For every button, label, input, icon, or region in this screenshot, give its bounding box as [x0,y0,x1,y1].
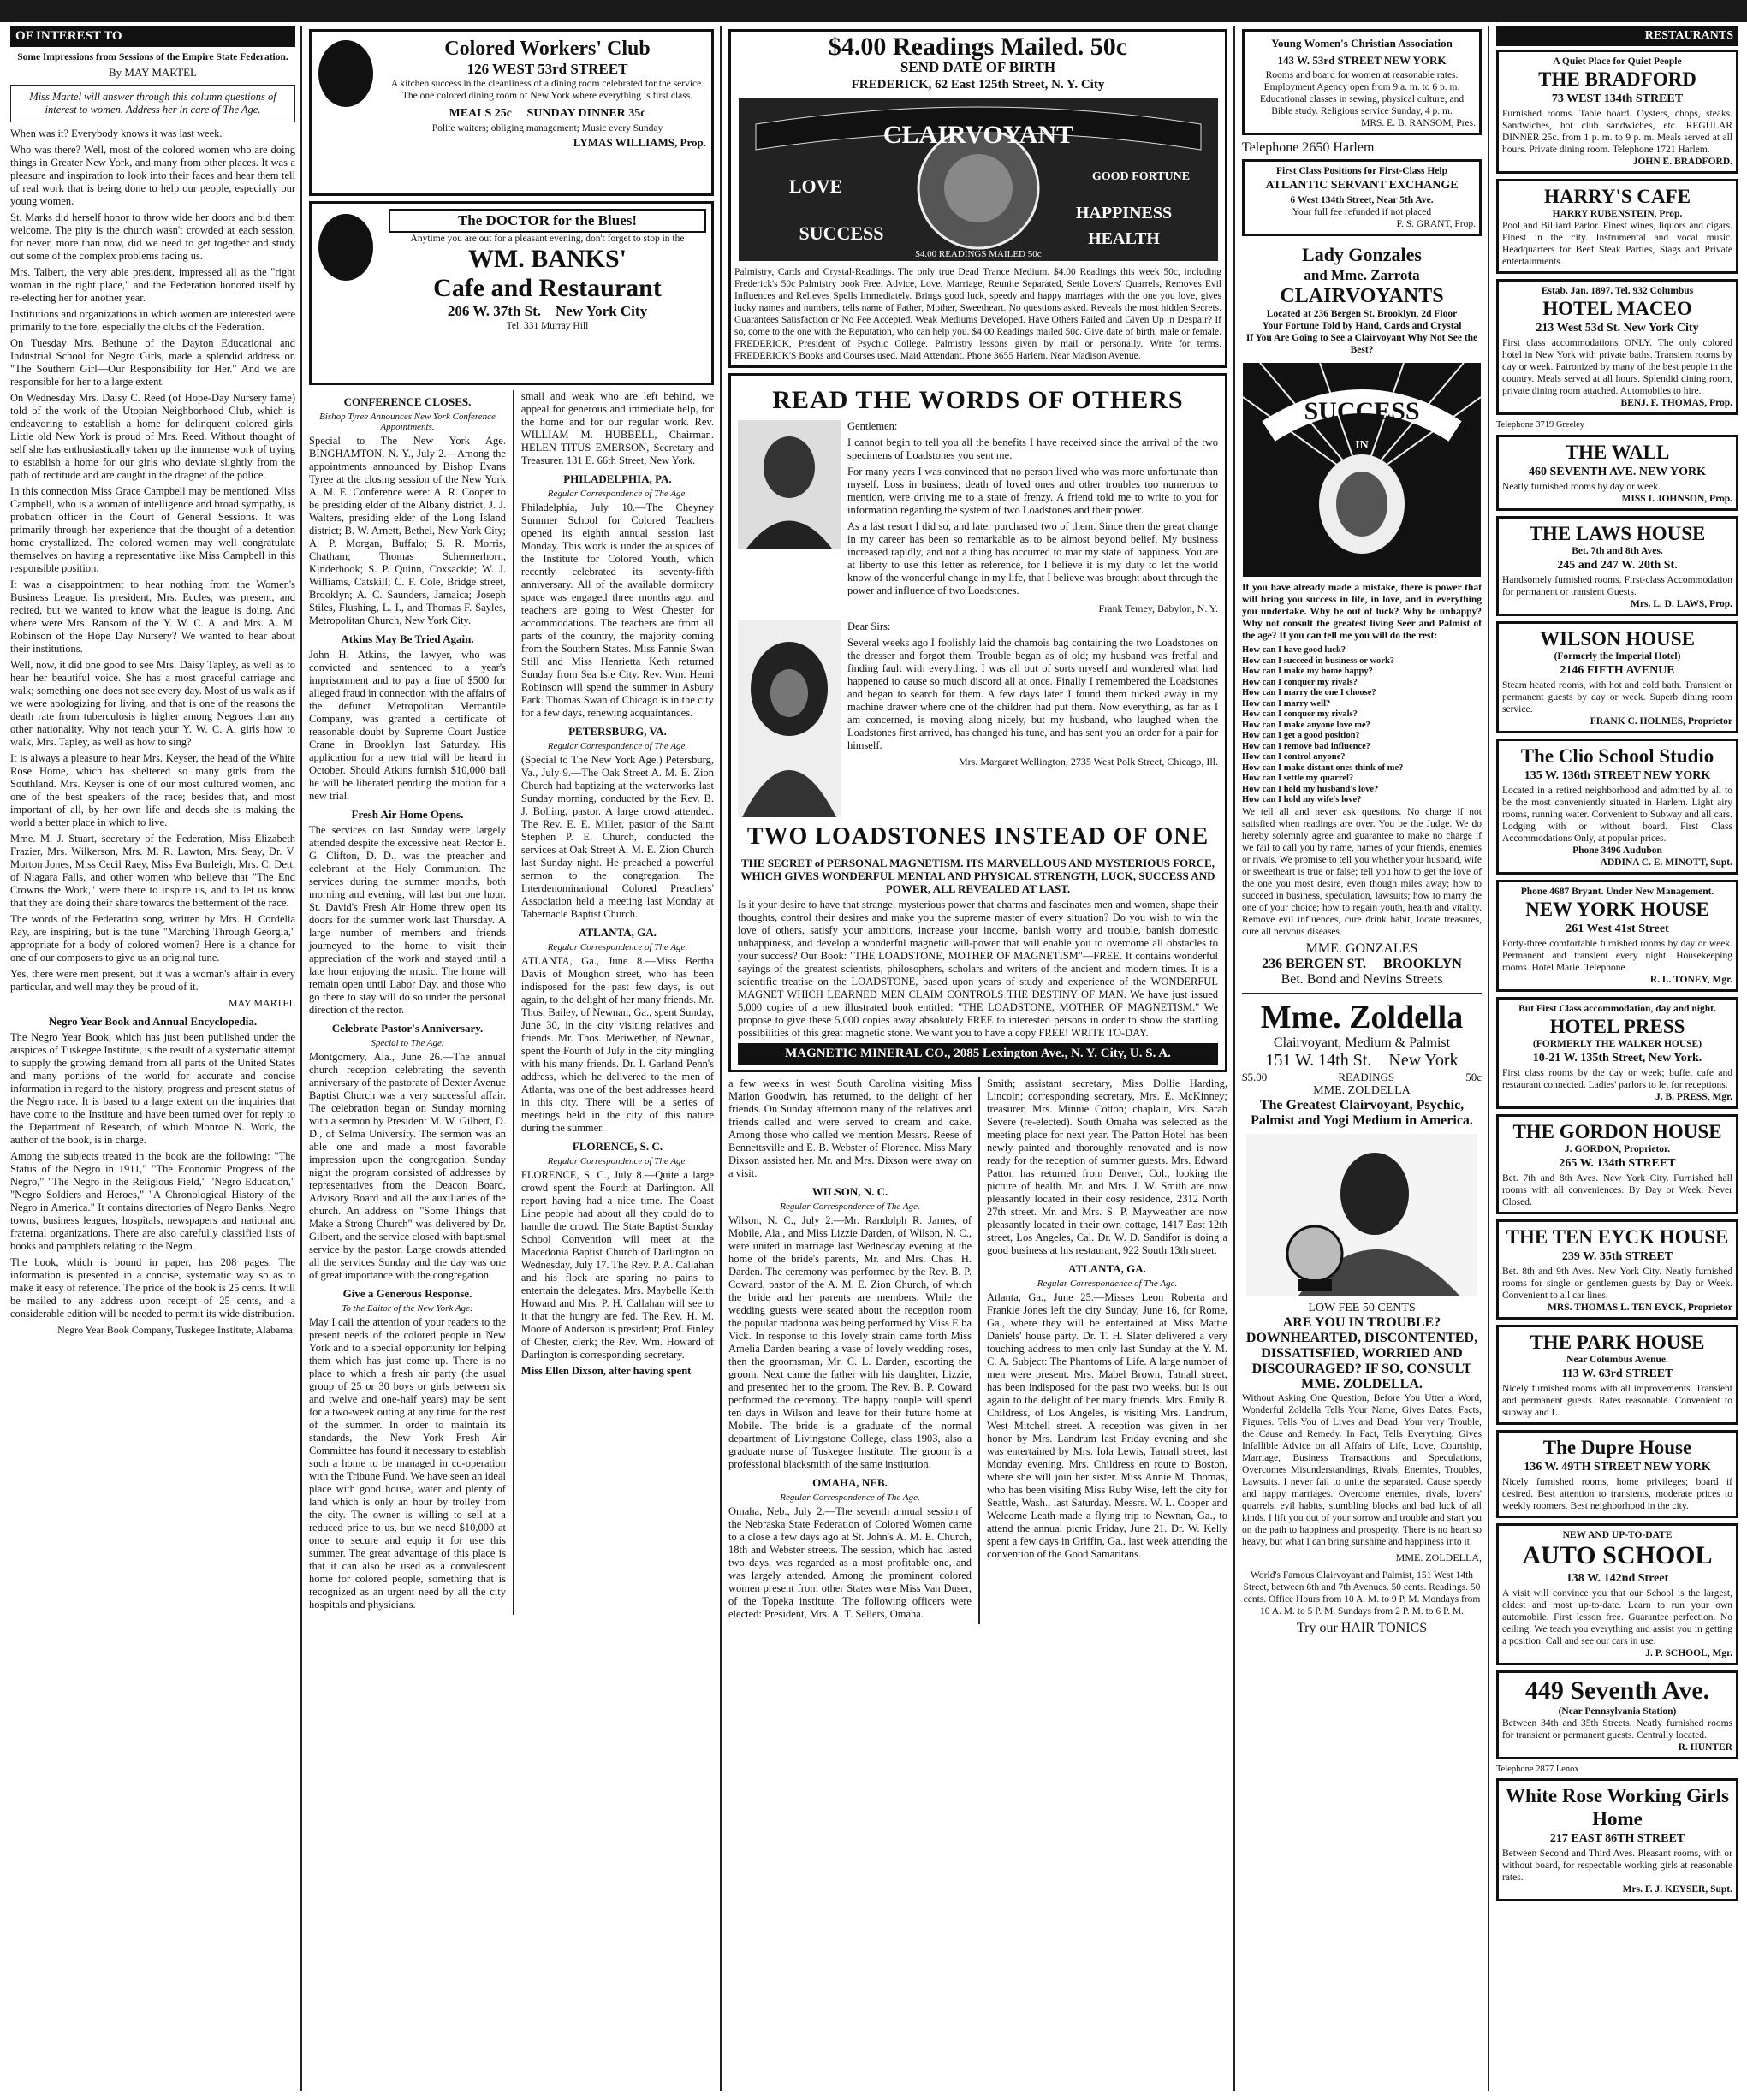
ad-loadstones [728,373,1227,1072]
ad-readings [728,29,1227,368]
question-item: How can I control anyone? [1242,752,1346,762]
ad-sub: (FORMERLY THE WALKER HOUSE) [1532,1038,1702,1049]
ad-name: THE TEN EYCK HOUSE [1506,1225,1729,1248]
ad-gordon [1496,1114,1738,1214]
read-headline: READ THE WORDS OF OTHERS [772,386,1184,414]
article-paragraph: The words of the Federation song, written by Mrs. H. Cordelia Ray, are inspiring, but is the tune "Marching Through Georgia," appropriate for a body of colored women? Here is a chance for one of our composers to give us an original tune. [10,913,295,964]
ad-body: Pool and Billiard Parlor. Finest wines, liquors and cigars. Finest in the city. Instrumental and vocal music. Headquarters for Beef Steak Parties, Stags and Private entertainments. [1502,221,1732,267]
question-list [1242,645,1482,806]
article-subhead: Regular Correspondence of The Age. [547,942,688,952]
article-headline: ATLANTA, GA. [579,926,657,939]
article-text: a few weeks in west South Carolina visiting Miss Marion Goodwin, has returned, to the delight of her friends. On Sunday afternoon many of the relatives and friends called and were served to cream and cake. Among those who called we mention Messrs. Reese of Bennettsville and E. B. Webster of Florence. Miss Mary Dixson assisted her. Mr. and Mrs. Dixson were away on a visit. [728,1077,972,1179]
mme-gonzales-block [1242,941,1482,988]
column-rule [300,26,302,2091]
price-label: READINGS [1338,1070,1395,1083]
ad-city: New York City [556,303,648,319]
letter-paragraph: For many years I was convinced that no person lived who was more unfortunate than myself. Loss in business; death of loved ones and other troubles too numerous to mention, were driving me to a state of frenzy. A friend told me to write to you for information regarding the system of two Loadstones and their power. [847,466,1218,516]
ad-headline: $4.00 Readings Mailed. 50c [828,33,1128,61]
ad-body: First class rooms by the day or week; buffet cafe and restaurant connected. Ladies' parlors to let for receptions. [1502,1067,1732,1090]
zoldella-intro: If you have already made a mistake, there is power that will bring you success in life, in love, and in everything you undertake. Why be out of luck? Why be unhappy? Why not consult the greatest living Seer and Palmist of the age? If you can tell me you will do the rest: [1242,583,1482,641]
ad-trade: CLAIRVOYANTS [1280,285,1444,307]
ad-servant-exchange [1242,159,1482,236]
column-news [304,26,719,2091]
portrait-woman [738,620,841,817]
ad-name: HOTEL MACEO [1542,298,1692,319]
ad-name1: WM. BANKS' [467,245,627,273]
ad-banks-cafe [309,201,714,385]
news-last-line: Miss Ellen Dixson, after having spent [520,1365,692,1377]
ad-whiterose [1496,1778,1738,1901]
article-paragraph: It is always a pleasure to hear Mrs. Keyser, the head of the White Rose Home, which has sheltered so many girls from the Southland. Mrs. Keyser is one of our most cultured women, and one of the best speakers of the race; besides that, and most important of all, by her own life and deeds she is making the world a better place in which to live. [10,752,295,828]
column-clairvoyants [1237,26,1487,2091]
article-subhead: Regular Correspondence of The Age. [547,1156,688,1166]
ad-name2: and Mme. Zarrota [1304,267,1420,283]
article-headline: Fresh Air Home Opens. [351,808,464,821]
ad-body: A visit will convince you that our School is the largest, oldest and most up-to-date. Learn to run your own automobile. First lesson free. Guarantee perfection. No ceiling. We teach you everything and assist you in getting a position. Call and see our cars in use. [1502,1587,1732,1646]
ad-prop: Mrs. F. J. KEYSER, Supt. [1622,1884,1732,1895]
column-women-interest [5,26,300,2091]
ad-name: THE BRADFORD [1538,68,1696,90]
ad-harrys [1496,179,1738,274]
article-paragraph: On Tuesday Mrs. Bethune of the Dayton Educational and Industrial School for Negro Girls, made a splendid address on "The Southern Girl—Our Responsibility for Her." And we are responsible for her to a large extent. [10,337,295,388]
ad-clio [1496,739,1738,875]
question-item: How can I hold my husband's love? [1242,784,1379,794]
letter-paragraph: As a last resort I did so, and later purchased two of them. Since then the great change in my career has been so remarkable as to be almost beyond belief. My business increased rapidly, and not a thing has occurred to mar my state of happiness. You are at liberty to use this letter as reference, for I believe it is my duty to let the world know of the wonderful change in my life, that I believe was brought about through the power and influence of two Loadstones. [847,520,1218,596]
article-headline: Atkins May Be Tried Again. [341,632,474,645]
article-text: FLORENCE, S. C., July 8.—Quite a large crowd spent the Fourth at Darlington. All report having had a nice time. The Coast Line people had about all they could do to handle the crowd. The State Baptist Sunday School Convention will meet at the Macedonia Baptist Church of Darlington on Wednesday, July 17. The Rev. P. A. Callahan and his flock are sparing no pains to entertain the delegates. Mrs. Maybelle Keith Howard and Mrs. P. H. Callahan will see to it that the hungry are fed. The Rev. H. M. Moore of Anderson is president; Prof. Finley of Chester, clerk; the Rev. Wm. Howard of Darlington is corresponding secretary. [520,1169,714,1361]
hair-tonics: Try our HAIR TONICS [1296,1620,1428,1635]
ad-body: Palmistry, Cards and Crystal-Readings. The only true Dead Trance Medium. $4.00 Readings this week 50c, including Frederick's 50c Palmistry book Free. Advice, Love, Marriage, Reunite Separated, Settle Lovers' Quarrels, Removes Evil Influences and Relieves Spells Immediately. Brings good luck, speedy and happy marriages with the one you love, gives lucky names and numbers, tells name of Father, Mother, Sweetheart. No questions asked. Reveals the most hidden Secrets. Guarantees Satisfaction or No Fee Accepted. Weak Mediums Developed. Have Others Failed and Given Up in Despair? If so, come to the one with the Reputation, who can help you. $4.00 Readings mailed 50c. Give date of birth, male or female. FREDERICK, President of Psychic College. Palmistry lessons given by mail or personally. Write for terms. FREDERICK'S Books and Courses used. Maid Attendant. Phone 3655 Harlem. Near Madison Avenue. [734,267,1221,361]
ad-tagline: The DOCTOR for the Blues! [389,209,706,233]
ad-meals: MEALS 25c [449,107,512,120]
byline: By MAY MARTEL [109,66,197,79]
zoldella-name2: MME. ZOLDELLA [1313,1083,1411,1097]
article-paragraph: Mrs. Talbert, the very able president, impressed all as the "right woman in the right place," and the Federation honored itself by re-electing her for another year. [10,266,295,304]
mme-gonzales-sub: Bet. Bond and Nevins Streets [1281,971,1443,987]
column-intro: Some Impressions from Sessions of the Empire State Federation. [17,52,288,62]
price-high: $5.00 [1242,1070,1268,1083]
letter-two-opening: Dear Sirs: [847,620,891,632]
column-hotels [1491,26,1744,2091]
ad-body: Neatly furnished rooms by day or week. [1502,481,1661,492]
article-text: John H. Atkins, the lawyer, who was convicted and sentenced to a year's imprisonment and to pay a fine of $500 for alleged fraud in connection with the affairs of the defunct Metropolitan Mercantile Company, was granted a certificate of reasonable doubt by Supreme Court Justice Crane in Brooklyn last Saturday. His application for a new trial will be heard in October. Should Atkins furnish $10,000 bail he will be liberated pending the motion for a new trial. [309,649,506,802]
ad-park [1496,1325,1738,1425]
news-subcolumn-right [521,390,714,1361]
ad-newyork [1496,880,1738,992]
column-rule [1488,26,1489,2091]
zoldella-crystal-illustration [1246,1134,1477,1296]
ad-address: 2146 FIFTH AVENUE [1560,663,1675,677]
column-rule [720,26,722,2091]
letter-one-signature: Frank Temey, Babylon, N. Y. [1098,602,1218,614]
article-headline: Celebrate Pastor's Anniversary. [331,1022,484,1035]
word-health: HEALTH [1087,229,1160,248]
zoldella-guarantee: We tell all and never ask questions. No charge if not satisfied when readings are over. You be the Judge. We do hereby solemnly agree and guarantee to make no charge if we fail to call you by name, names of your friends, enemies or rivals. We promise to tell you whether your husband, wife or sweetheart is true or false; tell you how to get the love of the one you most desire, even though miles away; how to succeed in business, speculation, lawsuits; how to marry the one of your choice; how to regain youth, health and vitality. Remove evil influences, cure drink habit, locate treasures, cure all nervous diseases. [1242,806,1482,937]
article-text: Philadelphia, July 10.—The Cheyney Summer School for Colored Teachers opened its eighth annual session last Monday. This work is under the auspices of the Institute for Colored Youth, which recently celebrated its seventy-fifth anniversary. All of the available dormitory space was engaged three months ago, and teachers are going to West Chester for accommodations. The teachers are from all parts of the country, the majority coming from the Southern States. Miss Fannie Swan Still and Miss Henrietta Keth returned Sunday from Sea Isle City. Rev. Wm. Henri Robinson will spend the summer in Asbury Park. Thomas Swan of Chicago is in the city for a few days, renewing acquaintances. [520,501,714,719]
article-text: The services on last Sunday were largely attended despite the excessive heat. Rector E. G. Clifton, D. D., was the preacher and celebrant at the Holy Communion. The services during the summer months, both morning and evening, will last but one hour. St. David's Fresh Air Home threw open its doors for the summer work last Thursday. A large number of members and friends journeyed to the home to visit their appreciation of the work and stayed until a late hour enjoying the music. The home will remain open until Labor Day, and those who go there to stay will do so under the personal direction of the rector. [309,824,506,1016]
article-paragraph: Yes, there were men present, but it was a woman's affair in every particular, and well may they be proud of it. [10,968,295,993]
article-subhead: Regular Correspondence of The Age. [547,741,688,751]
ad-prop: FRANK C. HOLMES, Proprietor [1590,715,1732,727]
ad-ywca [1242,29,1482,135]
article-text: May I call the attention of your readers to the present needs of the colored people in New York and to a special opportunity for helping them which has just come up. There is no place to which a fresh air party (the usual group of 25 or 30 boys or girls between six and twelve and one-half years) may be sent for a two-week outing at any time for the rest of the summer. In order to maintain its standards, the New York Fresh Air Committee has found it necessary to establish such a home to be managed in co-operation with the Tribune Fund. We have seen an ideal place with good house, water and plenty of land which is only an hour by trolley from the city. The owner is willing to sell at a reduced price to us, but we need $10,000 at once to secure and equip it for use this summer. The great advantage of this place is that it can also be used as a convalescent home for colored people, something that is recognized as an urgent need by all the city hospitals and physicians. [309,1316,506,1611]
ad-name: ATLANTIC SERVANT EXCHANGE [1265,179,1459,192]
ad-prop: R. HUNTER [1678,1741,1732,1753]
article-text: Smith; assistant secretary, Miss Dollie Harding, Lincoln; corresponding secretary, Mrs. E. McKinney; treasurer, Mrs. Minnie Cotton; chaplain, Mrs. Sarah Severe (re-elected). South Omaha was selected as the meeting place for next year. The Patton Hotel has been newly painted and thoroughly renovated and is now ready for the reception of summer guests. Mrs. Edward Patton has returned from Denver, Col., looking the picture of health. Mr. and Mrs. J. W. Smith are now pleasantly located in their cosy residence, 2312 North 27th street. Mr. and Mrs. S. P. Mayweather are now pleasantly located in their own cottage, 1417 East 12th street, Los Angeles, Cal. Dr. W. D. Sandifor is doing a good business at his restaurant, 922 South 13th street. [986,1077,1227,1256]
article-subhead: Regular Correspondence of The Age. [780,1492,920,1503]
ad-laws [1496,516,1738,616]
question-item: How can I remove bad influence? [1242,741,1371,751]
question-item: How can I make anyone love me? [1242,720,1370,730]
zoldella-title: Mme. Zoldella [1260,999,1464,1035]
ad-tag1: Your Fortune Told by Hand, Cards and Crystal [1262,321,1462,331]
loadstones-footer: MAGNETIC MINERAL CO., 2085 Lexington Ave., N. Y. City, U. S. A. [738,1043,1218,1065]
ad-name: WILSON HOUSE [1540,627,1695,650]
column-rule [1233,26,1235,2091]
ad-name: HOTEL PRESS [1549,1015,1685,1037]
column-heading: OF INTEREST TO [10,26,295,47]
zoldella-sig: MME. ZOLDELLA, [1395,1551,1482,1563]
ad-send: SEND DATE OF BIRTH [900,59,1056,75]
ad-sub: (Formerly the Imperial Hotel) [1554,650,1681,661]
word-love: LOVE [788,175,842,197]
ad-body: Furnished rooms. Table board. Oysters, chops, steaks. Sandwiches, hot club sandwiches, etc. REGULAR DINNER 25c. from 1 p. m. to 9 p. m. Meals served at all hours. Private dining room. Telephone 1721 Harlem. [1502,109,1732,155]
portrait-man [738,420,841,549]
yearbook-signature: Negro Year Book Company, Tuskegee Institute, Alabama. [57,1324,295,1336]
question-item: How can I succeed in business or work? [1242,656,1395,666]
ad-address: 136 W. 49TH STREET NEW YORK [1524,1460,1711,1474]
question-item: How can I marry the one I choose? [1242,688,1376,697]
mme-gonzales-city: BROOKLYN [1383,956,1462,971]
article-text: Special to The New York Age. BINGHAMTON, N. Y., July 2.—Among the appointments announced by Bishop Evans Tyree at the closing session of the New York A. M. E. Conference were: A. R. Cooper to be presiding elder of the Albany district, J. J. Walters, presiding elder of the Long Island district; B. W. Arnett, Bethel, New York City; A. P. Morgan, Buffalo; S. R. Morris, Chatham; Thomas Schermerhorn, Kinderhook; S. P. Quinn, Coxsackie; W. J. Williams, Catskill; C. F. Cole, Bridge street, Brooklyn; A. C. Saunders, Jamaica; Joseph Stiles, Flushing, L. I., and Thomas F. Sayles, Metropolitan Church, New York City. [309,435,506,626]
ad-body: Bet. 7th and 8th Aves. New York City. Furnished hall rooms with all conveniences. By Day or Week. Never Closed. [1502,1172,1732,1207]
letter-two-body: Several weeks ago I foolishly laid the chamois bag containing the two Loadstones on the dresser and forgot them. Trouble began as of old; my husband was fretful and finding fault with everything. I was all out of sorts myself and wondered what had happened to cause so much discord all at once. Finally I remembered the Loadstones and began to search for them. A few days later I found them tucked away in my machine drawer where one of the children had put them. Now everything, as far as I am concerned, is moving along nicely, but my husband, who laughed when the Loadstones first arrived, has changed his tune, and has sent you an order for a pair for himself. [847,637,1218,751]
success-sub: IN [1355,439,1369,452]
article-headline: Give a Generous Response. [342,1287,472,1300]
letter-two-signature: Mrs. Margaret Wellington, 2735 West Polk Street, Chicago, Ill. [958,756,1218,768]
question-item: How can I make my home happy? [1242,667,1373,676]
yearbook-paragraph: Among the subjects treated in the book are the following: "The Status of the Negro in 1911," "The Economic Progress of the Negro," "The Negro in the Religious Field," "Negro Education," "Negro Soldiers and Heroes," "A Chronological History of the Negro in America." It contains directories of Negro Banks, Negro towns, business leagues, hospitals, newspapers and national and fraternal organizations. There are also carefully classified lists of books and pamphlets relating to the Negro. [10,1150,295,1252]
article-headline: OMAHA, NEB. [812,1476,888,1489]
ad-tel: Telephone 3719 Greeley [1496,420,1585,430]
article-subhead: Regular Correspondence of The Age. [1037,1278,1178,1289]
page-top-edge [0,0,1747,22]
article-paragraph: Mme. M. J. Stuart, secretary of the Federation, Miss Elizabeth Frazier, Mrs. Wilkerson, Mrs. M. R. Lawton, Mrs. Seay, Dr. V. Morton Jones, Miss Cecil Raey, Miss Eva Burleigh, Mrs. C. Dett, of Niagara Falls, and other women who believe that "The End Crowns the Work," were there to inspire us, and to let us know that they are doing their share towards the betterment of the race. [10,833,295,909]
question-item: How can I get a good position? [1242,731,1360,740]
article-text: Atlanta, Ga., June 25.—Misses Leon Roberta and Frankie Jones left the city Sunday, June 16, for Rome, Ga., where they will be entertained at Miss Mattie Daniels' house party. Dr. T. H. Slater delivered a very touching address to men only last Sunday at the Y. M. C. A. Subject: The Phantoms of Life. A large number of men were present. Mrs. Mabel Brown, Tatnall street, has been indisposed for the past two weeks, but is out again to the delight of her many friends. Mrs. Emily B. Childress, of Los Angeles, is visiting Mrs. Landrum, West Mitchell street. A reception was given in her honor by Mrs. Landrum last Friday evening and she was entertained by Mrs. Iola Lewis, Tatnall street, last Monday evening. Mrs. Childress en route to Boston, where she will join her sister. Miss Annie M. Thomas, who has been visiting Miss Ruby Wise, left the city for Seattle, Wash., last Saturday. Messrs. W. L. Cooper and Welcome Leath made a flying trip to Newnan, Ga., to attend the annual picnic Friday, June 21. Dr. W. Kelly spent a few days in Griffin, Ga., last week attending the convention of the Good Samaritans. [986,1291,1227,1560]
article-text: (Special to The New York Age.) Petersburg, Va., July 9.—The Oak Street A. M. E. Zion Church had baptizing at the waterworks last Sunday morning, conducted by the Rev. B. J. Bolling, pastor. A large crowd attended. The Rev. E. E. Miller, pastor of the Saint Stephen P. E. Church, conducted the services at Oak Street A. M. E. Zion Church last Sunday night. He preached a powerful sermon to the congregation. The Interdenominational Colored Preachers' Association held a meeting last Monday at Tabernacle Baptist Church. [520,754,714,920]
article-subhead: Bishop Tyree Announces New York Conference Appointments. [319,412,496,432]
article-subhead: Regular Correspondence of The Age. [547,489,688,499]
question-item: How can I conquer my rivals? [1242,709,1358,719]
article-headline: FLORENCE, S. C. [572,1140,663,1153]
ad-address: 143 W. 53rd STREET NEW YORK [1277,54,1447,67]
ad-body: Nicely furnished rooms, home privileges; board if desired. Best attention to transients, moderate prices to weekly roomers. Best neighborhood in the city. [1502,1476,1732,1511]
ad-address: 245 and 247 W. 20th St. [1557,558,1678,572]
article-text: Omaha, Neb., July 2.—The seventh annual session of the Nebraska State Federation of Colored Women came to a close a few days ago at St. John's A. M. E. Church, 18th and Webster streets. The session, which had lasted two days, was regarded as a most profitable one, and was largely attended. Among the prominent colored women present from other States were Miss Van Duser, of the Topeka institute. The following officers were elected: President, Mrs. A. T. Sellers, Omaha. [728,1505,972,1620]
subcolumn-rule [978,1077,980,1624]
ad-top: Estab. Jan. 1897. Tel. 932 Columbus [1541,286,1694,296]
article-paragraph: When was it? Everybody knows it was last week. [10,128,223,139]
ad-maceo [1496,279,1738,415]
mme-gonzales-name: MME. GONZALES [1305,940,1418,956]
ad-address: 239 W. 35th STREET [1561,1249,1673,1263]
ad-wall [1496,435,1738,511]
news-subcolumn-left [309,390,506,1615]
article-paragraph: In this connection Miss Grace Campbell may be mentioned. Miss Campbell, who is a woman of intelligence and broad sympathy, is probation officer in the Court of General Sessions. It was primarily through her experience that the thought of a detention home crystallized. The colored women may well congratulate themselves on having a representative like Miss Campbell in this responsible position. [10,485,295,574]
ad-portrait [318,40,373,107]
zoldella-question: ARE YOU IN TROUBLE? DOWNHEARTED, DISCONTENTED, DISSATISFIED, WORRIED AND DISCOURAGED? IF SO, CONSULT MME. ZOLDELLA. [1245,1314,1478,1391]
article-text: Wilson, N. C., July 2.—Mr. Randolph R. James, of Mobile, Ala., and Miss Lizzie Darden, of Wilson, N. C., were united in marriage last Wednesday evening at the home of the bride's parents, Mr. and Mrs. Chas. H. Darden. The ceremony was performed by the Rev. B. P. Coward, pastor of the A. M. E. Zion Church, of which the bride and her parents are members. While the wedding guests were seated about the reception room the popular madonna was being performed by Miss Elba Vick. In response to this lovely strain came forth Miss Amelia Darden bearing a vase of lovely wedding roses, then the groomsman, Mr. C. L. Darden, escorting the groom. Next came the father with his daughter, Lizzie, and presented her to the groom. The Rev. B. P. Coward performed the ceremony. The happy couple will spend ten days in Wilson and leave for their future home at Mobile. The bride is a graduate of the normal department of Livingstone College, class 1903, also a graduate nurse of Tuskegee Institute. The groom is a professional blacksmith of the same institution. [728,1214,972,1470]
ad-dinner: SUNDAY DINNER 35c [526,107,646,120]
zoldella-trade: Clairvoyant, Medium & Palmist [1273,1035,1451,1050]
column-advertisements-news [723,26,1233,2091]
word-good-fortune: GOOD FORTUNE [1091,170,1190,183]
ad-sub: J. GORDON, Proprietor. [1565,1143,1670,1154]
loadstones-body: Is it your desire to have that strange, mysterious power that charms and fascinates men and women, shape their thoughts, control their desires and make you the supreme master of every situation? Do you wish to win the love of others, satisfy your ambitions, increase your income, banish worry and trouble, banish domestic unhappiness, and develop a wonderful magnetic will-power that will enable you to overcome all obstacles to your success? Our Book: "THE LOADSTONE, MOTHER OF MAGNETISM"—FREE. It contains wonderful sayings of the greatest scientists, philosophers, scholars and writers of the ancient and modern times. It is a scientific treatise on the LOADSTONE, based upon years of study and experience of the WONDERFUL MAGNET WHICH LEARNED MEN CLAIM CONTROLS THE DESTINY OF MAN. We have just issued 5,000 copies of a new illustrated book entitled: "THE LOADSTONE, MOTHER OF MAGNETISM." We propose to give these 5,000 copies away absolutely FREE to interested persons in order to show the startling possibilities of this great magnetic stone. We want you to have a copy FREE! WRITE TO-DAY. [738,899,1218,1039]
ad-sub: Bet. 7th and 8th Aves. [1572,545,1663,556]
ad-prop: LYMAS WILLIAMS, Prop. [573,136,706,149]
article-subhead: To the Editor of the New York Age: [342,1303,473,1314]
ad-body: Bet. 8th and 9th Aves. New York City. Neatly furnished rooms for single or gentlemen guests by Day or Week. Convenient to all car lines. [1502,1266,1732,1301]
ad-prop: BENJ. F. THOMAS, Prop. [1620,398,1732,408]
ad-gonzales [1242,241,1482,358]
ad-address: 10-21 W. 135th Street, New York. [1532,1051,1702,1065]
ad-name: NEW YORK HOUSE [1525,898,1709,920]
article-headline: CONFERENCE CLOSES. [343,395,472,408]
ad-body: Between Second and Third Aves. Pleasant rooms, with or without board, for respectable working girls at reasonable rates. [1502,1848,1732,1883]
article-paragraph: It was a disappointment to hear nothing from the Women's Business League. Its president, Mrs. Eccles, was present, and recited, but we wanted to know what the league is doing. And where were Mrs. Ransom of the Y. W. C. A. and Mrs. A. M. Robinson of the Hope Day Nursery? We wanted to hear about their institutions. [10,578,295,655]
ad-address: 73 WEST 134th STREET [1551,92,1684,105]
ad-name2: Cafe and Restaurant [433,274,662,302]
article-headline: ATLANTA, GA. [1068,1262,1146,1275]
ad-title: Colored Workers' Club [444,38,651,60]
ad-body: A kitchen success in the cleanliness of a dining room celebrated for the service. The one colored dining room of New York where everything is first class. [390,79,704,101]
ad-body: Anytime you are out for a pleasant evening, don't forget to stop in the [410,234,685,244]
ad-name: 449 Seventh Ave. [1524,1676,1710,1705]
article-paragraph: Who was there? Well, most of the colored women who are doing things in Greater New York, and many from other places. It was a pleasure and inspiration to look into their faces and hear them tell of real work that is being done to help our people, especially our young women. [10,144,295,207]
word-happiness: HAPPINESS [1075,204,1172,222]
question-item: How can I hold my wife's love? [1242,795,1362,804]
article-subhead: Special to The Age. [371,1038,444,1048]
ad-prop: MRS. THOMAS L. TEN EYCK, Proprietor [1548,1302,1732,1313]
ad-portrait [318,214,373,281]
price-low: 50c [1465,1070,1482,1083]
zoldella-sub2: The Greatest Clairvoyant, Psychic, Palmist and Yogi Medium in America. [1251,1097,1473,1128]
news-subcolumn-left [728,1077,972,1624]
ad-body: Handsomely furnished rooms. First-class Accommodation for permanent or transient Guests. [1502,574,1732,597]
ad-sub: (Near Pennsylvania Station) [1558,1706,1677,1717]
ad-servant-tel: Telephone 2650 Harlem [1242,140,1375,155]
ad-auto [1496,1523,1738,1665]
article-text: small and weak who are left behind, we appeal for generous and immediate help, for the home and for our regular work. Rev. WILLIAM M. HUBBELL, Chairman. HELEN TITUS EMERSON, Secretary and Treasurer. 131 E. 66th Street, New York. [520,390,714,466]
ad-name: THE LAWS HOUSE [1529,522,1706,544]
ad-name: The Dupre House [1542,1436,1692,1458]
subcolumn-rule [513,390,514,1615]
ad-address: 217 EAST 86TH STREET [1549,1832,1685,1845]
ad-note: Polite waiters; obliging management; Music every Sunday [431,123,663,133]
ad-name: THE WALL [1565,441,1670,463]
zoldella-ad [1242,1000,1482,1392]
ad-address: 460 SEVENTH AVE. NEW YORK [1528,465,1707,478]
yearbook-headline: Negro Year Book and Annual Encyclopedia. [48,1015,258,1028]
yearbook-paragraph: The book, which is bound in paper, has 208 pages. The information is presented in a concise, systematic way so as to make it easy of reference. The price of the book is 25 cents. It will be mailed to any address upon receipt of 25 cents, and a considerable edition will be needed to permit its wide distribution. [10,1256,295,1320]
ad-tag2: If You Are Going to See a Clairvoyant Why Not See the Best? [1245,333,1478,355]
ad-body: Located in a retired neighborhood and admitted by all to be the most conveniently situated in Harlem. Light airy rooms, running water. Convenient to Subway and all cars. Lodging with or without board. First Class Accommodations Only, at popular prices. [1502,785,1732,844]
ad-body: Forty-three comfortable furnished rooms by day or week. Permanent and transient every night. Housekeeping rooms. Hotel Marie. Telephone. [1502,938,1732,973]
ad-name: White Rose Working Girls Home [1506,1785,1729,1830]
article-text: Montgomery, Ala., June 26.—The annual church reception celebrating the seventh anniversary of the pastorate of Dexter Avenue Baptist Church was a very successful affair. The celebration began on Sunday morning with a sermon by President M. W. Gilbert, D. D., of Selma University. The sermon was an able one and made a most favorable impression upon the congregation. Sunday night the program consisted of addresses by representatives from the Deacon Board, Advisory Board and all the auxiliaries of the church. An address on "Some Things that Make a Strong Church" was delivered by Dr. Gilbert, and the service closed with baptismal service by the pastor. Large crowds attended all the services Sunday and the day was one of great importance with the congregation. [309,1051,506,1281]
zoldella-footer: World's Famous Clairvoyant and Palmist, 151 West 14th Street, between 6th and 7th Avenues. 50 cents. Readings. 50 cents. Office Hours from 10 A. M. to 9 P. M. Mondays from 10 A. M. to 5 P. M. Sundays from 2 P. M. to 6 P. M. [1243,1569,1481,1617]
yearbook-paragraph: The Negro Year Book, which has just been published under the auspices of Tuskegee Institute, is the result of a systematic attempt to supply the growing demand from all parts of the United States and many portions of the world for accurate and concise information in regard to the history, progress and present status of the Negro race. It is based to a large extent on the inquiries that have come to the Institute and have been turned over for reply to the Department of Research, of which Monroe N. Work, the author of the book, is in charge. [10,1031,295,1146]
ad-workers-club [309,29,714,196]
success-text: SUCCESS [1304,397,1420,425]
word-readings: $4.00 READINGS MAILED 50c [914,249,1042,259]
ad-press [1496,997,1738,1109]
ad-body: Steam heated rooms, with hot and cold bath. Transient or permanent guests by day or week. Superb dining room service. [1502,679,1732,715]
article-text: ATLANTA, Ga., June 8.—Miss Bertha Davis of Moughon street, who has been indisposed for the past few days, is out again, to the delight of her many friends. Mr. Thos. Bailey, of Newnan, Ga., spent Sunday, June 30, in the city visiting relatives and friends. Mr. Thos. Meriwether, of Newnan, spent the Fourth of July in the city mingling with his many friends. Dr. I. Garland Penn's address, which he delivered to the men of Atlanta, was one of the best addresses heard in this city. There will be a series of meetings held in the city of this nature during the summer. [520,955,714,1134]
ad-tel: Telephone 2877 Lenox [1496,1764,1579,1774]
zoldella-fee: LOW FEE 50 CENTS [1308,1301,1416,1314]
ad-prop: R. L. TONEY, Mgr. [1649,974,1732,985]
article-body [10,128,295,994]
ad-phone: Phone 3496 Audubon [1572,845,1662,856]
ad-prop: J. P. SCHOOL, Mgr. [1645,1647,1732,1658]
ad-wilson [1496,621,1738,733]
article-headline: PHILADELPHIA, PA. [563,472,672,485]
mme-gonzales-address: 236 BERGEN ST. [1262,956,1367,971]
ad-address: 261 West 41st Street [1566,922,1669,935]
ad-address: 126 WEST 53rd STREET [466,61,628,77]
ad-body: Rooms and board for women at reasonable rates. Employment Agency open from 9 a. m. to 6 p. m. Educational classes in sewing, physical culture, and Bible study. Religious service Sunday, 4 p. m. [1259,70,1465,116]
ad-name: HARRY'S CAFE [1543,186,1691,207]
ad-name: The Clio School Studio [1520,744,1714,767]
ad-body: Your full fee refunded if not placed [1292,207,1432,217]
zoldella-city: New York [1388,1050,1459,1070]
question-item: How can I settle my quarrel? [1242,774,1354,783]
ad-top: A Quiet Place for Quiet People [1553,56,1682,67]
letter-paragraph: Gentlemen: [847,420,898,432]
ad-prop: ADDINA C. E. MINOTT, Supt. [1600,857,1732,868]
zoldella-body: Without Asking One Question, Before You Utter a Word, Wonderful Zoldella Tells Your Name, Gives Dates, Facts, Figures. Tells You of Lives and Dead. Your very Trouble, the Cause and Remedy. In Fact, Tells Everything. Gives Infallible Advice on all Affairs of Life, Love, Courtship, Marriage, Business Transactions and Speculations, Overcomes Misunderstandings, Rivals, Enemies, Troubles, Lawsuits. I never fail to unite the separated. Cause speedy and happy marriages. Overcome enemies, rivals, lovers' quarrels, evil habits, stumbling blocks and bad luck of all kinds. I lift you out of your sorrow and trouble and start you on the path to happiness and prosperity. There is no heart so heavy, but what I can bring sunshine and happiness into it. [1242,1392,1482,1547]
article-headline: WILSON, N. C. [811,1185,888,1198]
ad-address: 6 West 134th Street, Near 5th Ave. [1290,195,1434,205]
ad-prop: Mrs. L. D. LAWS, Prop. [1631,598,1732,609]
ad-bradford [1496,50,1738,174]
ad-body: First class accommodations ONLY. The only colored hotel in New York with private baths. Transient rooms by day or week. Patronized by many of the best people in the country. Meals served at all hours. Splendid dining room, private dining room attached. Automobiles to hire. [1502,338,1732,396]
letter-one [847,420,1218,601]
article-paragraph: Institutions and organizations in which women are interested were primarily to the fore, especially the clubs of the Federation. [10,308,295,333]
ad-top: NEW AND UP-TO-DATE [1562,1529,1673,1540]
ad-name1: Lady Gonzales [1302,244,1422,265]
ad-top: Phone 4687 Bryant. Under New Management. [1520,886,1714,897]
ad-top: But First Class accommodation, day and night. [1518,1003,1716,1014]
ad-prop: JOHN E. BRADFORD. [1632,157,1732,167]
column-heading: RESTAURANTS [1496,26,1738,46]
yearbook-body [10,1031,295,1320]
ad-body: Between 34th and 35th Streets. Neatly furnished rooms for transient or permanent guests. Centrally located. [1502,1717,1732,1741]
word-success: SUCCESS [798,222,884,244]
question-item: How can I have good luck? [1242,645,1346,655]
clairvoyant-illustration [739,98,1218,261]
news-subcolumn-right [987,1077,1227,1624]
loadstones-subhead: THE SECRET of PERSONAL MAGNETISM. ITS MARVELLOUS AND MYSTERIOUS FORCE, WHICH GIVES WONDERFUL MENTAL AND PHYSICAL STRENGTH, LUCK, SUCCESS AND POWER, ALL REVEALED AT LAST. [740,857,1215,895]
ad-body: Nicely furnished rooms with all improvements. Transient and permanent guests. Rates reasonable. Convenient to subway and L. [1502,1383,1732,1418]
question-item: How can I make distant ones think of me? [1242,762,1404,773]
ad-prop: MISS I. JOHNSON, Prop. [1621,493,1732,504]
ad-address: 113 W. 63rd STREET [1561,1367,1673,1380]
ad-address: FREDERICK, 62 East 125th Street, N. Y. City [851,78,1105,92]
ad-tel: Tel. 331 Murray Hill [506,321,589,331]
ad-head: Young Women's Christian Association [1271,37,1453,50]
ad-address: 135 W. 136th STREET NEW YORK [1524,768,1711,782]
article-paragraph: St. Marks did herself honor to throw wide her doors and bid them welcome. The pity is the church wasn't crowded at each session, for never, more than now, did we need to get together and study out some of the complex problems facing us. [10,211,295,262]
article-signature: MAY MARTEL [228,997,295,1009]
ad-sub: Near Columbus Avenue. [1566,1354,1668,1365]
ad-dupre [1496,1430,1738,1518]
ad-address: Located at 236 Bergen St. Brooklyn, 2d Floor [1266,309,1458,319]
editor-note: Miss Martel will answer through this column questions of interest to women. Address her in care of The Age. [10,85,295,122]
question-item: How can I conquer my rivals? [1242,677,1358,687]
ad-address: 138 W. 142nd Street [1566,1571,1669,1585]
ad-sig: MRS. E. B. RANSOM, Pres. [1361,118,1476,128]
ad-prop: J. B. PRESS, Mgr. [1655,1091,1732,1102]
ad-address: 265 W. 134th STREET [1559,1156,1676,1170]
hotel-ad-list [1496,50,1738,1901]
ad-prop: F. S. GRANT, Prop. [1396,219,1476,229]
letter-paragraph: I cannot begin to tell you all the benefits I have received since the arrival of the two specimens of Loadstones you sent me. [847,436,1218,461]
ad-address: 213 West 53d St. New York City [1536,322,1699,335]
loadstones-headline: TWO LOADSTONES INSTEAD OF ONE [746,823,1209,850]
article-headline: PETERSBURG, VA. [568,725,667,738]
zoldella-address: 151 W. 14th St. [1265,1050,1372,1070]
ad-top: First Class Positions for First-Class Help [1275,166,1448,176]
ad-name: THE PARK HOUSE [1530,1331,1705,1353]
ad-address: 206 W. 37th St. [447,303,542,319]
question-item: How can I marry well? [1242,698,1331,709]
article-paragraph: Well, now, it did one good to see Mrs. Daisy Tapley, as well as to hear her beautiful voice. She has a most graceful carriage and walk; something one does not see every day. Most of us walk as if we were apologizing for living, and that is one of the reasons the death rate from tuberculosis is higher among Negroes than any other nationality. Why not teach your Y. W. C. A. girls how to walk, Mrs. Tapley, as well as how to sing? [10,659,295,748]
ad-teneyck [1496,1219,1738,1320]
ad-seventh [1496,1670,1738,1759]
ad-sub: HARRY RUBENSTEIN, Prop. [1552,209,1683,219]
article-subhead: Regular Correspondence of The Age. [780,1201,920,1212]
ad-name: AUTO SCHOOL [1522,1540,1713,1569]
success-illustration [1243,363,1481,577]
ad-name: THE GORDON HOUSE [1512,1120,1722,1142]
banner-text: CLAIRVOYANT [882,121,1073,149]
article-paragraph: On Wednesday Mrs. Daisy C. Reed (of Hope-Day Nursery fame) told of the work of the Utopian Neighborhood Club, which is endeavoring to establish a home for delinquent colored girls. Little old New York is proud of Mrs. Reed. Without thought of self she has enthusiastically taken up the immense work of trying to establish a home for our girls who deviate slightly from the path of rectitude and are caught in the dragnet of the police. [10,392,295,481]
